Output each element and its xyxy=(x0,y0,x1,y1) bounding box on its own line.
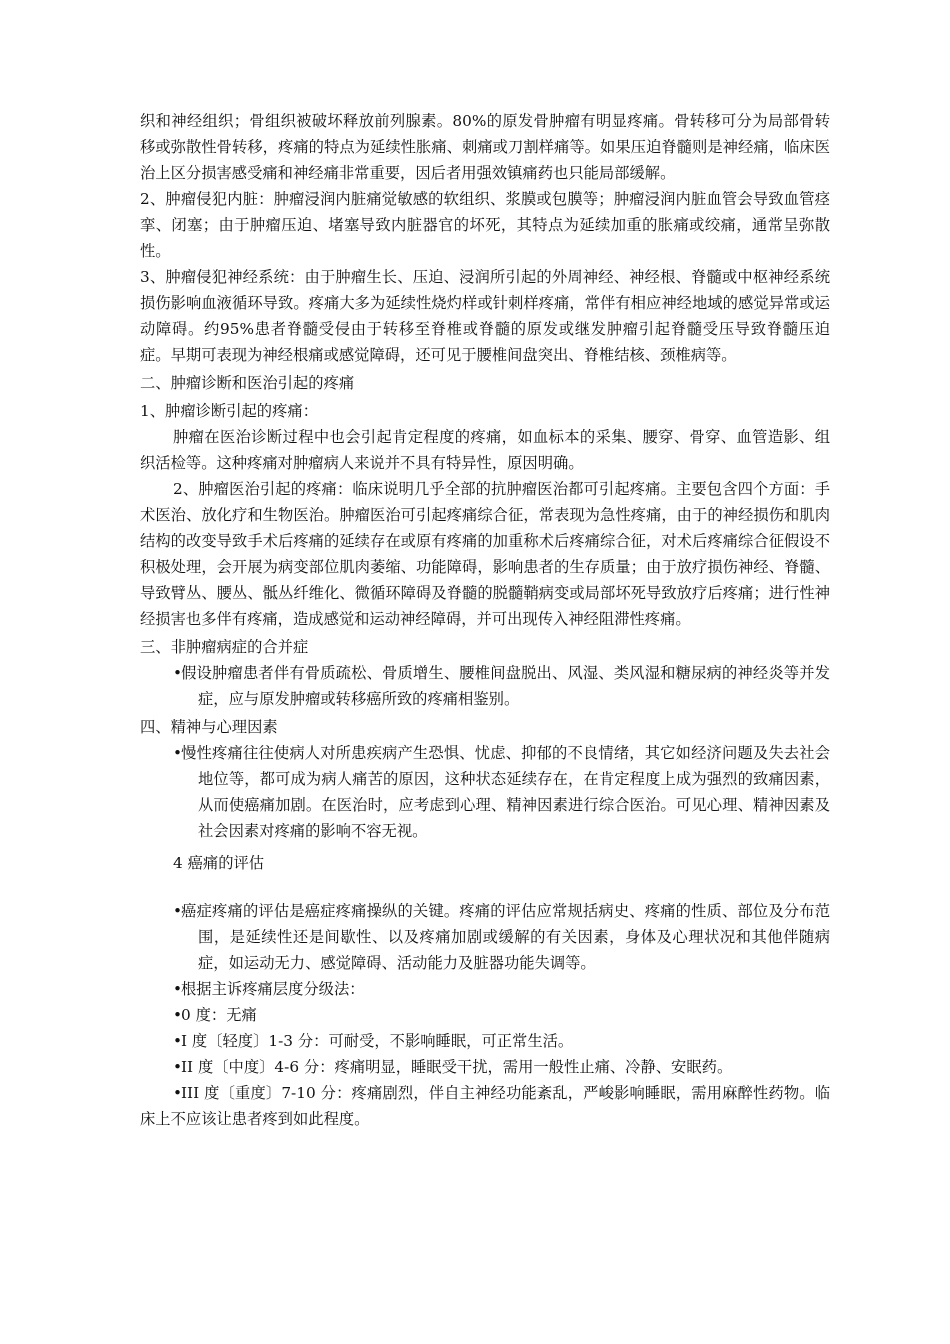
section-heading-3: 三、非肿瘤病症的合并症 xyxy=(140,638,309,656)
paragraph-nerve-invasion: 3、肿瘤侵犯神经系统：由于肿瘤生长、压迫、浸润所引起的外周神经、神经根、脊髓或中枢神经系统损伤影响血液循环导致。疼痛大多为延续性烧灼样或针刺样疼痛，常伴有相应神经地域的感觉异常或运动障碍。约95%患者脊髓受侵由于转移至脊椎或脊髓的原发或继发肿瘤引起脊髓受压导致脊髓压迫症。早期可表现为神经根痛或感觉障碍，还可见于腰椎间盘突出、脊椎结核、颈椎病等。 xyxy=(140,268,830,364)
section-heading-2: 二、肿瘤诊断和医治引起的疼痛 xyxy=(140,374,355,392)
document-page xyxy=(140,108,830,1132)
bullet-dot-icon: • xyxy=(173,1084,183,1102)
paragraph-visceral-invasion: 2、肿瘤侵犯内脏：肿瘤浸润内脏痛觉敏感的软组织、浆膜或包膜等；肿瘤浸润内脏血管会导致血管痉挛、闭塞；由于肿瘤压迫、堵塞导致内脏器官的坏死，其特点为延续加重的胀痛或绞痛，通常呈弥散性。 xyxy=(140,190,830,260)
paragraph-treatment-pain: 2、肿瘤医治引起的疼痛：临床说明几乎全部的抗肿瘤医治都可引起疼痛。主要包含四个方面：手术医治、放化疗和生物医治。肿瘤医治可引起疼痛综合征，常表现为急性疼痛，由于的神经损伤和肌肉结构的改变导致手术后疼痛的延续存在或原有疼痛的加重称术后疼痛综合征，对术后疼痛综合征假设不积极处理，会开展为病变部位肌肉萎缩、功能障碍，影响患者的生存质量；由于放疗损伤神经、脊髓、导致臂丛、腰丛、骶丛纤维化、微循环障碍及脊髓的脱髓鞘病变或局部坏死导致放疗后疼痛；进行性神经损害也多伴有疼痛，造成感觉和运动神经障碍，并可出现传入神经阻滞性疼痛。 xyxy=(140,480,830,628)
bullet-dot-icon: • xyxy=(173,980,183,998)
bullet-grade-1: •I 度〔轻度〕1-3 分：可耐受，不影响睡眠，可正常生活。 xyxy=(140,1028,830,1054)
bullet-grade-0: •0 度：无痛 xyxy=(140,1002,830,1028)
bullet-dot-icon: • xyxy=(173,1058,183,1076)
bullet-grade-3: •III 度〔重度〕7-10 分：疼痛剧烈，伴自主神经功能紊乱，严峻影响睡眠，需用麻醉性药物。临床上不应该让患者疼到如此程度。 xyxy=(140,1080,830,1132)
subheading-diagnosis-pain: 1、肿瘤诊断引起的疼痛： xyxy=(140,402,318,420)
paragraph-diagnosis-pain: 肿瘤在医治诊断过程中也会引起肯定程度的疼痛，如血标本的采集、腰穿、骨穿、血管造影、组织活检等。这种疼痛对肿瘤病人来说并不具有特异性，原因明确。 xyxy=(140,428,830,472)
bullet-grading-method: •根据主诉疼痛层度分级法： xyxy=(140,976,830,1002)
bullet-assessment: •癌症疼痛的评估是癌症疼痛操纵的关键。疼痛的评估应常规括病史、疼痛的性质、部位及分布范围，是延续性还是间歇性、以及疼痛加剧或缓解的有关因素，身体及心理状况和其他伴随病症，如运动无力、感觉障碍、活动能力及脏器功能失调等。 xyxy=(140,898,830,976)
bullet-psychological: •慢性疼痛往往使病人对所患疾病产生恐惧、忧虑、抑郁的不良情绪，其它如经济问题及失去社会地位等，都可成为病人痛苦的原因，这种状态延续存在，在肯定程度上成为强烈的致痛因素，从而使癌痛加剧。在医治时，应考虑到心理、精神因素进行综合医治。可见心理、精神因素及社会因素对疼痛的影响不容无视。 xyxy=(140,740,830,844)
bullet-dot-icon: • xyxy=(173,1032,183,1050)
bullet-dot-icon: • xyxy=(173,902,183,920)
section-heading-assessment: 4 癌痛的评估 xyxy=(173,854,265,872)
bullet-dot-icon: • xyxy=(173,664,183,682)
bullet-comorbidity: •假设肿瘤患者伴有骨质疏松、骨质增生、腰椎间盘脱出、风湿、类风湿和糖尿病的神经炎等并发症，应与原发肿瘤或转移癌所致的疼痛相鉴别。 xyxy=(140,660,830,712)
bullet-dot-icon: • xyxy=(173,744,183,762)
paragraph-bone-pain: 织和神经组织；骨组织被破坏释放前列腺素。80%的原发骨肿瘤有明显疼痛。骨转移可分为局部骨转移或弥散性骨转移，疼痛的特点为延续性胀痛、刺痛或刀割样痛等。如果压迫脊髓则是神经痛，临床医治上区分损害感受痛和神经痛非常重要，因后者用强效镇痛药也只能局部缓解。 xyxy=(140,112,830,182)
bullet-dot-icon: • xyxy=(173,1006,183,1024)
section-heading-4: 四、精神与心理因素 xyxy=(140,718,278,736)
bullet-grade-2: •II 度〔中度〕4-6 分：疼痛明显，睡眠受干扰，需用一般性止痛、冷静、安眠药。 xyxy=(140,1054,830,1080)
